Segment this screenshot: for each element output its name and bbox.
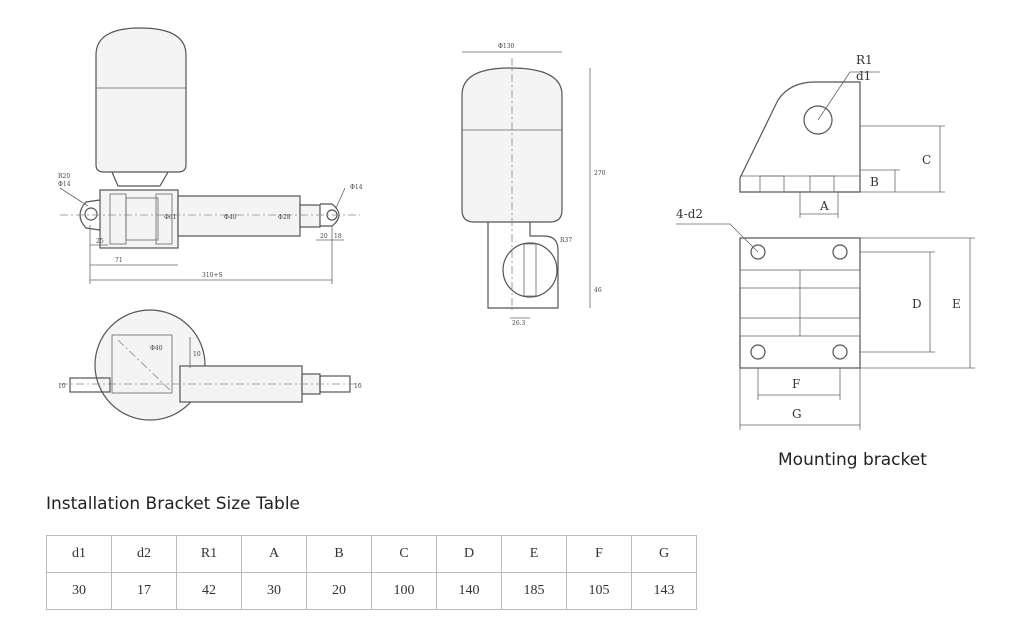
- actuator-front-view: [462, 43, 606, 327]
- label-f: F: [792, 377, 801, 391]
- dim-20: 20: [320, 233, 328, 240]
- label-g: G: [792, 407, 802, 421]
- dim-71: 71: [115, 257, 123, 264]
- header-cell: G: [632, 536, 697, 573]
- top-dim-phi40: Φ40: [150, 345, 163, 352]
- label-c: C: [922, 153, 932, 167]
- value-cell: 100: [372, 573, 437, 610]
- top-dim-10-right: 10: [354, 383, 362, 390]
- label-b: B: [870, 175, 879, 189]
- value-cell: 17: [112, 573, 177, 610]
- actuator-side-view: [58, 28, 363, 284]
- top-dim-10-left: 10: [58, 383, 66, 390]
- dim-phi28: Φ28: [278, 214, 291, 221]
- value-cell: 140: [437, 573, 502, 610]
- header-cell: D: [437, 536, 502, 573]
- dim-25: 25: [96, 238, 104, 245]
- label-d: D: [912, 297, 922, 311]
- value-cell: 20: [307, 573, 372, 610]
- label-4-d2: 4-d2: [676, 207, 704, 221]
- dim-26-3: 26.3: [512, 320, 526, 327]
- dim-phi130: Φ130: [498, 43, 515, 50]
- mounting-bracket-caption: Mounting bracket: [778, 450, 927, 470]
- header-cell: d1: [47, 536, 112, 573]
- dim-r20: R20: [58, 173, 71, 180]
- header-cell: A: [242, 536, 307, 573]
- label-r1: R1: [856, 53, 873, 67]
- label-e: E: [952, 297, 961, 311]
- header-cell: E: [502, 536, 567, 573]
- header-cell: F: [567, 536, 632, 573]
- header-cell: R1: [177, 536, 242, 573]
- value-cell: 30: [47, 573, 112, 610]
- dim-phi40: Φ40: [224, 214, 237, 221]
- value-cell: 185: [502, 573, 567, 610]
- top-dim-10: 10: [193, 351, 201, 358]
- label-d1: d1: [856, 69, 872, 83]
- table-row: [47, 573, 697, 610]
- actuator-top-view: [58, 310, 362, 420]
- value-cell: 30: [242, 573, 307, 610]
- table-header-row: [47, 536, 697, 573]
- table-title: Installation Bracket Size Table: [46, 494, 301, 514]
- bracket-side-profile: [740, 82, 860, 192]
- front-gear-circle: [503, 243, 557, 297]
- value-cell: 105: [567, 573, 632, 610]
- dim-phi61: Φ61: [164, 214, 177, 221]
- motor-housing: [96, 28, 186, 172]
- bracket-size-table: [46, 535, 697, 610]
- dim-stroke: 310+S: [202, 272, 223, 279]
- header-cell: d2: [112, 536, 177, 573]
- dim-phi14-left: Φ14: [58, 181, 71, 188]
- dim-r37: R37: [560, 237, 573, 244]
- inner-rod: [300, 205, 320, 227]
- dim-18: 18: [334, 233, 342, 240]
- dim-46: 46: [594, 287, 602, 294]
- value-cell: 42: [177, 573, 242, 610]
- motor-top-circle: [95, 310, 205, 420]
- dim-270: 270: [594, 170, 606, 177]
- label-a: A: [820, 199, 829, 213]
- value-cell: 143: [632, 573, 697, 610]
- dim-phi14-right: Φ14: [350, 184, 363, 191]
- header-cell: C: [372, 536, 437, 573]
- mounting-bracket-drawing: [676, 53, 975, 430]
- header-cell: B: [307, 536, 372, 573]
